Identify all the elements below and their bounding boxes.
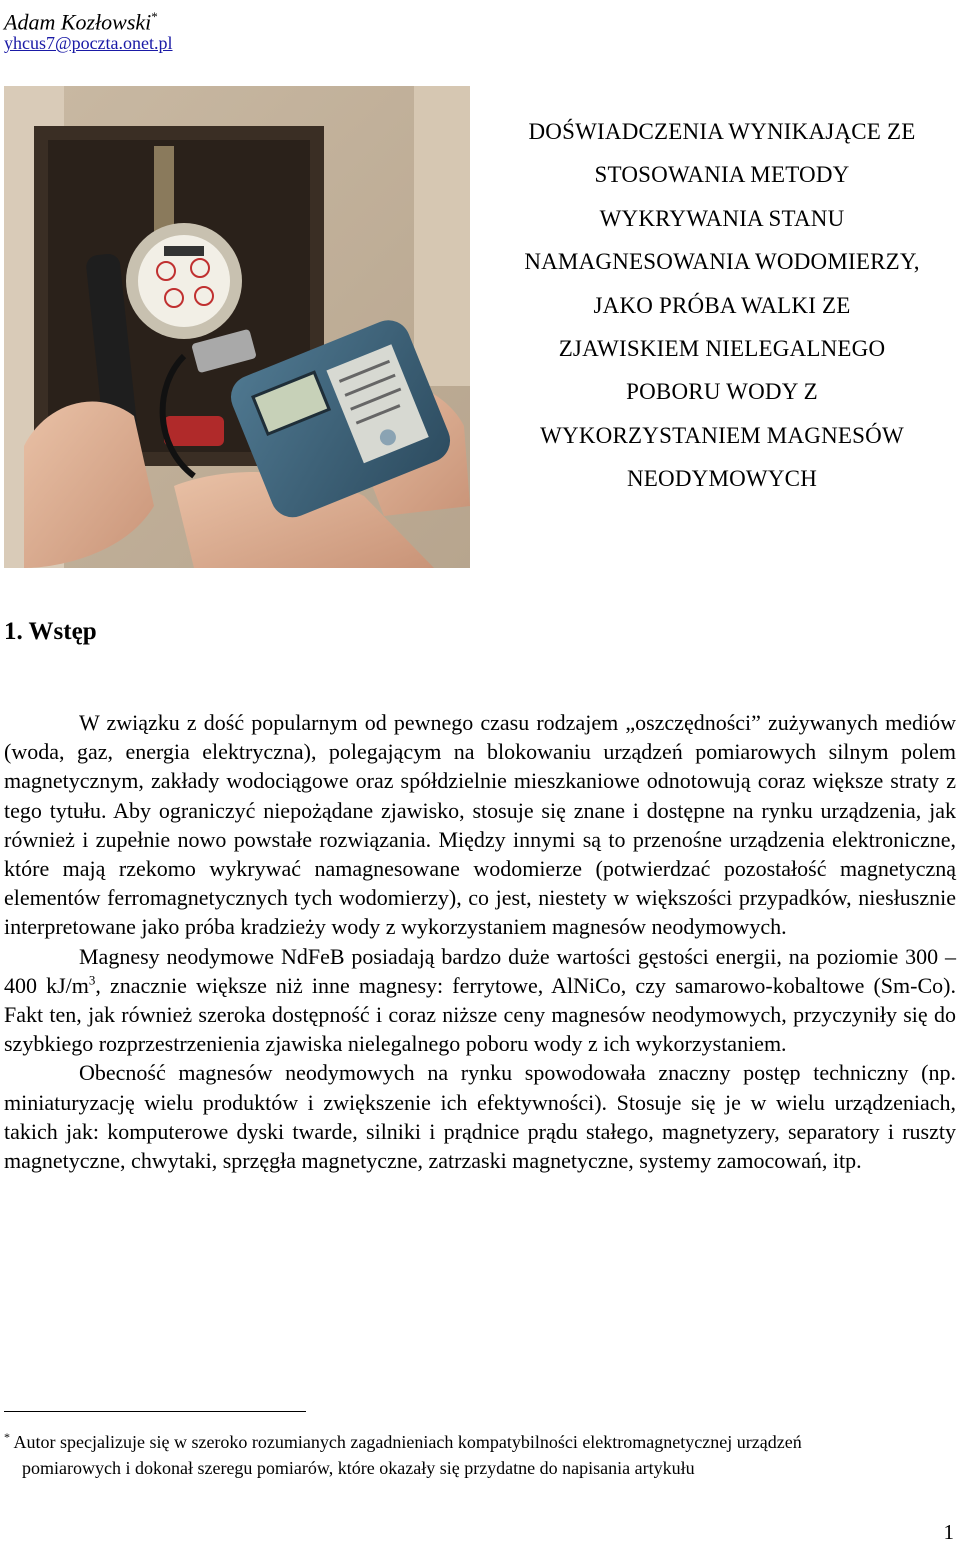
author-name — [4, 4, 158, 35]
water-meter-photo — [4, 86, 470, 568]
footnote-divider — [4, 1411, 306, 1412]
paragraph-magnets-end: , znacznie większe niż inne magnesy: ferrytowe, AlNiCo, czy samarowo-kobaltowe (Sm-Co). Fakt ten, jak również szeroka dostępność i coraz niższe ceny magnesów neodymowych, przyczyniły się do szybkiego rozprzestrzenienia zjawiska nielegalnego poboru wody z ich wykorzystaniem. — [4, 972, 956, 1057]
footnote-mark: * — [4, 1430, 10, 1444]
footnote-line-1: Autor specjalizuje się w szeroko rozumianych zagadnieniach kompatybilności elektromagnetycznej urządzeń — [10, 1432, 802, 1452]
title-line: WYKORZYSTANIEM MAGNESÓW — [540, 422, 904, 448]
title-line: JAKO PRÓBA WALKI ZE — [593, 292, 851, 318]
paragraph-applications: Obecność magnesów neodymowych na rynku spowodowała znaczny postęp techniczny (np. miniaturyzację wielu produktów i zwiększenie ich efektywności). Stosuje się je w wielu urządzeniach, takich jak: komputerowe dyski twarde, silniki i prądnice prądu stałego, magnetyzery, separatory i ruszty magnetyczne, chwytaki, sprzęgła magnetyczne, zatrzaski magnetyczne, systemy zamocowań, itp. — [4, 1060, 956, 1174]
footnote — [4, 1424, 949, 1481]
article-title — [484, 110, 960, 501]
section-heading: 1. Wstęp — [4, 618, 97, 645]
title-line: POBORU WODY Z — [626, 379, 818, 405]
title-line: ZJAWISKIEM NIELEGALNEGO — [558, 336, 886, 362]
exponent: 3 — [88, 972, 96, 988]
title-line: STOSOWANIA METODY — [594, 162, 850, 188]
author-email-link[interactable]: yhcus7@poczta.onet.pl — [4, 33, 173, 53]
author-name-text: Adam Kozłowski — [4, 9, 152, 35]
page-number: 1 — [943, 1520, 954, 1544]
body-text — [4, 708, 956, 1175]
water-meter-photo-illustration — [4, 86, 470, 568]
paragraph-intro: W związku z dość popularnym od pewnego czasu rodzajem „oszczędności” zużywanych mediów (woda, gaz, energia elektryczna), polegającym na blokowaniu urządzeń pomiarowych silnym polem magnetycznym, zakłady wodociągowe oraz spółdzielnie mieszkaniowe odnotowują coraz większe straty z tego tytułu. Aby ograniczyć niepożądane zjawisko, stosuje się znane i dostępne na rynku urządzenia, jak również i zupełnie nowo powstałe rozwiązania. Między innymi są to przenośne urządzenia elektroniczne, które mają rzekomo wykrywać namagnesowane wodomierze (potwierdzać pozostałość magnetyczną elementów ferromagnetycznych tych wodomierzy), co jest, niestety w większości przypadków, niesłusznie interpretowane jako próba kradzieży wody z wykorzystaniem magnesów neodymowych. — [4, 710, 956, 940]
title-line: NEODYMOWYCH — [626, 466, 818, 492]
paragraph-magnets — [4, 942, 956, 1059]
paragraph-magnets-start: Magnesy neodymowe NdFeB posiadają bardzo duże wartości gęstości energii, na poziomie 300 – 400 kJ/m — [4, 943, 956, 998]
footnote-line-2: pomiarowych i dokonał szeregu pomiarów, które okazały się przydatne do napisania artykułu — [22, 1458, 695, 1478]
title-line: NAMAGNESOWANIA WODOMIERZY, — [524, 249, 920, 275]
title-line: WYKRYWANIA STANU — [599, 205, 845, 231]
title-line: DOŚWIADCZENIA WYNIKAJĄCE ZE — [528, 119, 916, 144]
author-footnote-mark: * — [151, 9, 158, 24]
